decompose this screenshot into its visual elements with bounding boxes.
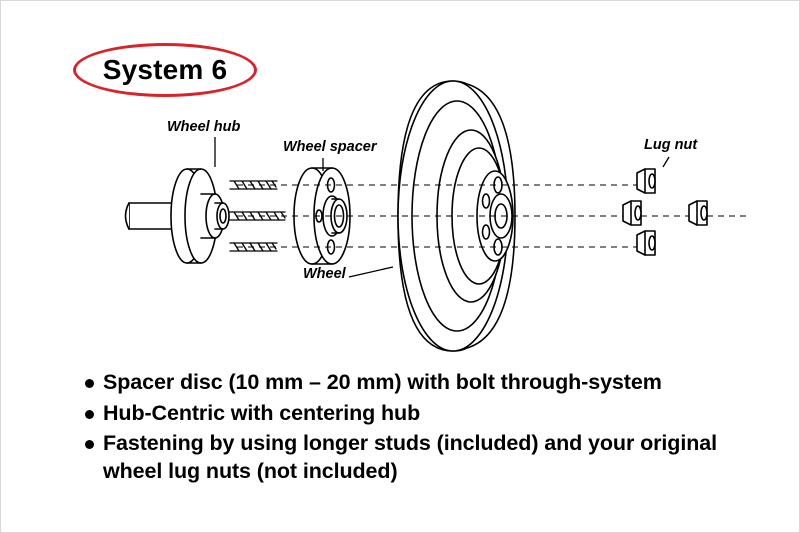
list-item-label: Spacer disc (10 mm – 20 mm) with bolt through-system [103,370,662,394]
list-item-label: Hub-Centric with centering hub [103,400,421,425]
callout-wheel-hub: Wheel hub [167,119,241,135]
wheel-hub-part [171,169,229,263]
lug-nut-parts [623,169,707,255]
callout-wheel: Wheel [303,266,346,282]
list-item-label: Fastening by using longer studs (included) and your original wheel lug nuts (not included) [103,431,717,483]
list-item [85,369,745,397]
list-item [85,400,745,428]
bullet-dot-icon [85,379,94,388]
badge-label: System 6 [102,54,228,85]
bullet-dot-icon [85,440,94,449]
exploded-assembly-drawing [1,1,800,361]
callout-wheel-spacer: Wheel spacer [283,139,377,155]
callout-lug-nut: Lug nut [644,137,698,153]
feature-list [85,369,745,488]
bullet-dot-icon [85,410,94,419]
list-item [85,430,745,485]
